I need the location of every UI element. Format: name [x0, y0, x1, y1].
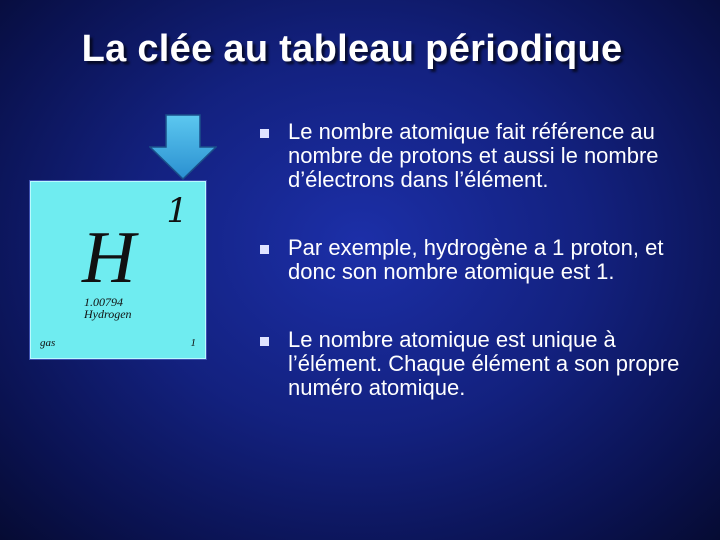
bullet-list — [258, 120, 698, 444]
element-symbol: H — [82, 217, 136, 299]
square-bullet-icon — [260, 129, 269, 138]
tile-small-number: 1 — [190, 337, 196, 349]
bullet-text: Par exemple, hydrogène a 1 proton, et donc son nombre atomique est 1. — [288, 235, 664, 284]
atomic-number: 1 — [166, 191, 188, 231]
bullet-text: Le nombre atomique fait référence au nombre de protons et aussi le nombre d’électrons dans l’élément. — [288, 119, 659, 192]
slide-title: La clée au tableau périodique — [81, 28, 623, 70]
square-bullet-icon — [260, 245, 269, 254]
bullet-item — [258, 120, 698, 192]
bullet-item — [258, 328, 698, 400]
down-arrow-icon — [149, 114, 217, 180]
element-name: Hydrogen — [84, 307, 132, 321]
hydrogen-element-tile — [29, 180, 207, 360]
bullet-text: Le nombre atomique est unique à l’élément. Chaque élément a son propre numéro atomique. — [288, 327, 680, 400]
square-bullet-icon — [260, 337, 269, 346]
atomic-mass: 1.00794 — [84, 295, 123, 309]
bullet-item — [258, 236, 698, 284]
element-state: gas — [40, 337, 56, 349]
